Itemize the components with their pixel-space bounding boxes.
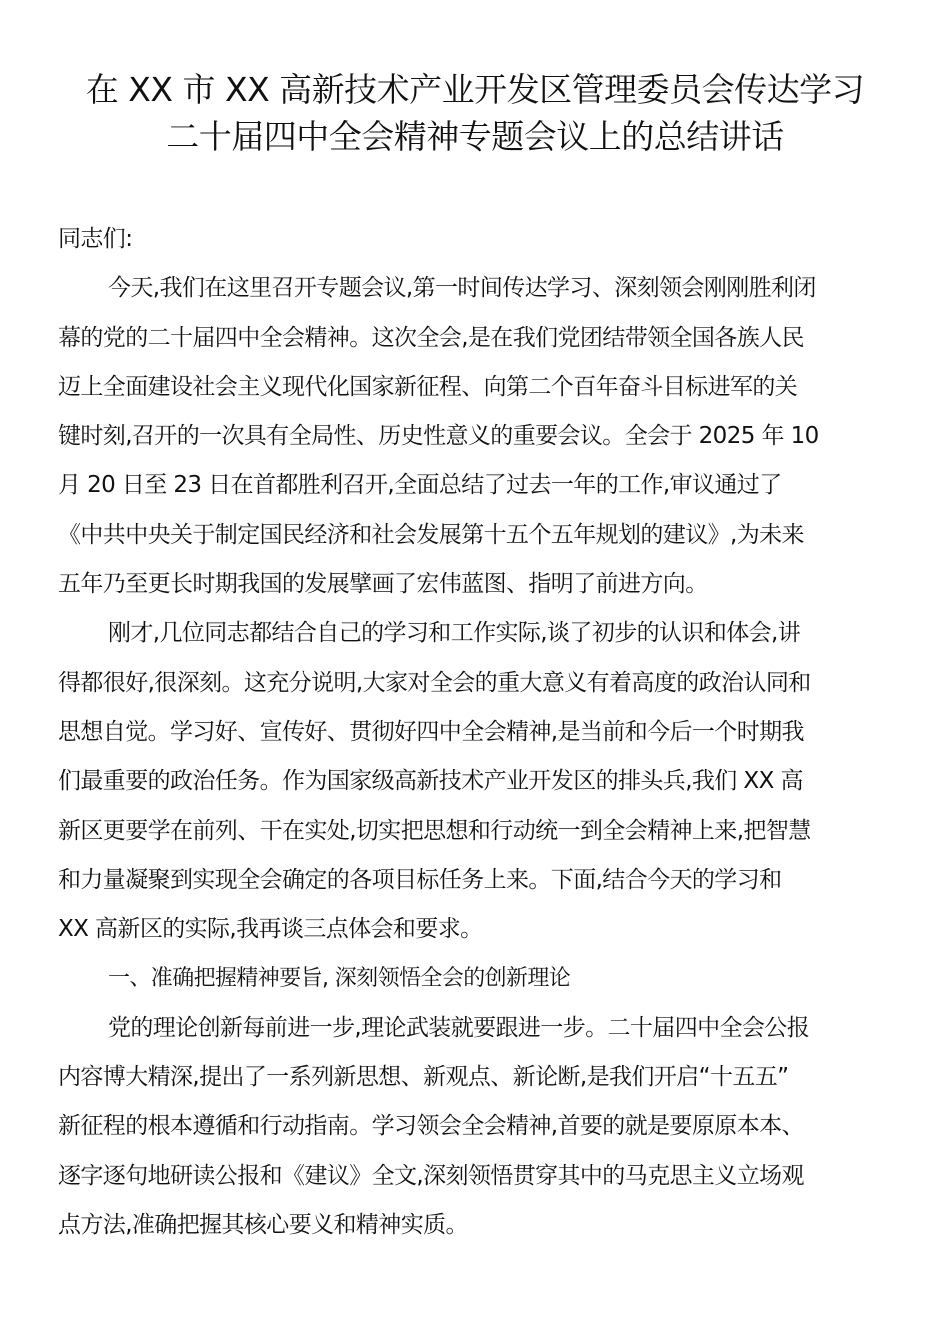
paragraph-3-line: 内容博大精深,提出了一系列新思想、新观点、新论断,是我们开启“十五五” — [58, 1064, 789, 1091]
title-line-2: 二十届四中全会精神专题会议上的总结讲话 — [166, 117, 784, 156]
paragraph-1-line: 迈上全面建设社会主义现代化国家新征程、向第二个百年奋斗目标进军的关 — [58, 373, 798, 400]
paragraph-3-line: 党的理论创新每前进一步,理论武装就要跟进一步。二十届四中全会公报 — [108, 1014, 810, 1041]
paragraph-1-line: 幕的党的二十届四中全会精神。这次全会,是在我们党团结带领全国各族人民 — [58, 324, 804, 351]
paragraph-2-line: 思想自觉。学习好、宣传好、贯彻好四中全会精神,是当前和今后一个时期我 — [58, 718, 804, 745]
paragraph-1-line: 键时刻,召开的一次具有全局性、历史性意义的重要会议。全会于 2025 年 10 — [58, 423, 819, 450]
paragraph-1-line: 五年乃至更长时期我国的发展擘画了宏伟蓝图、指明了前进方向。 — [58, 571, 708, 598]
paragraph-2-line: 新区更要学在前列、干在实处,切实把思想和行动统一到全会精神上来,把智慧 — [58, 817, 811, 844]
paragraph-1-line: 今天,我们在这里召开专题会议,第一时间传达学习、深刻领会刚刚胜利闭 — [108, 275, 816, 302]
paragraph-2-line: 们最重要的政治任务。作为国家级高新技术产业开发区的排头兵,我们 XX 高 — [58, 768, 803, 795]
paragraph-2-line: 刚才,几位同志都结合自己的学习和工作实际,谈了初步的认识和体会,讲 — [108, 620, 801, 647]
paragraph-3-line: 新征程的根本遵循和行动指南。学习领会全会精神,首要的就是要原原本本、 — [58, 1113, 804, 1140]
paragraph-3-line: 逐字逐句地研读公报和《建议》全文,深刻领悟贯穿其中的马克思主义立场观 — [58, 1162, 804, 1189]
salutation: 同志们: — [58, 226, 133, 252]
document-body — [58, 215, 894, 1250]
document-title — [40, 66, 910, 160]
section-heading-1: 一、准确把握精神要旨, 深刻领悟全会的创新理论 — [108, 966, 571, 992]
paragraph-2-line: XX 高新区的实际,我再谈三点体会和要求。 — [58, 916, 483, 943]
paragraph-2-line: 和力量凝聚到实现全会确定的各项目标任务上来。下面,结合今天的学习和 — [58, 866, 782, 893]
title-line-1: 在 XX 市 XX 高新技术产业开发区管理委员会传达学习 — [85, 70, 865, 109]
paragraph-1-line: 月 20 日至 23 日在首都胜利召开,全面总结了过去一年的工作,审议通过了 — [58, 472, 782, 499]
paragraph-3-line: 点方法,准确把握其核心要义和精神实质。 — [58, 1211, 468, 1238]
paragraph-1-line: 《中共中央关于制定国民经济和社会发展第十五个五年规划的建议》,为未来 — [58, 521, 804, 548]
paragraph-2-line: 得都很好,很深刻。这充分说明,大家对全会的重大意义有着高度的政治认同和 — [58, 669, 811, 696]
